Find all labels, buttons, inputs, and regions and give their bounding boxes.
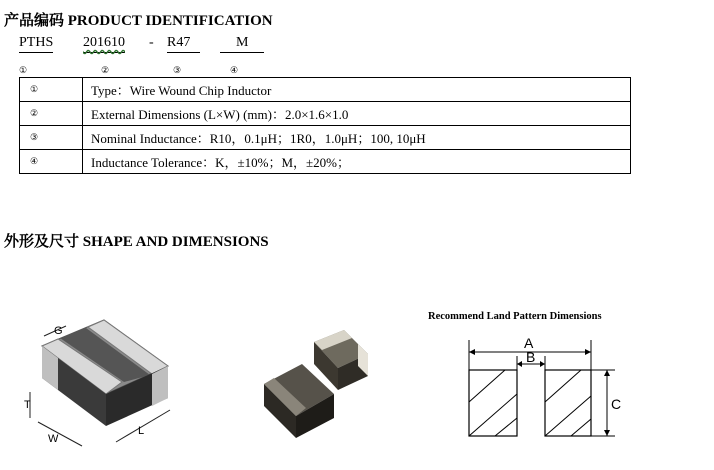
marker-3: ③ <box>173 65 182 75</box>
label-a: A <box>524 335 534 351</box>
row-text: External Dimensions (L×W) (mm)：2.0×1.6×1.0 <box>83 102 631 126</box>
marker-4: ④ <box>230 65 239 75</box>
table-row <box>20 150 631 174</box>
row-text: Nominal Inductance：R10，0.1μH；1R0，1.0μH；100, 10μH <box>83 126 631 150</box>
row-number: ② <box>20 102 83 126</box>
code-tolerance: M <box>220 35 264 53</box>
marker-1: ① <box>19 65 28 75</box>
code-markers <box>0 65 714 77</box>
land-pattern-title: Recommend Land Pattern Dimensions <box>428 311 602 322</box>
label-t: T <box>24 399 31 411</box>
part-number-code <box>0 35 714 53</box>
label-b: B <box>526 349 536 365</box>
label-w: W <box>48 433 59 445</box>
label-l: L <box>138 425 145 437</box>
row-number: ③ <box>20 126 83 150</box>
identification-table <box>19 77 631 174</box>
section-title-shape-dimensions: 外形及尺寸 SHAPE AND DIMENSIONS <box>4 234 269 250</box>
table-row <box>20 102 631 126</box>
row-text: Inductance Tolerance：K，±10%；M，±20%； <box>83 150 631 174</box>
row-text: Type：Wire Wound Chip Inductor <box>83 78 631 102</box>
code-inductance: R47 <box>167 35 200 53</box>
label-c: C <box>611 396 622 412</box>
section-title-product-identification: 产品编码 PRODUCT IDENTIFICATION <box>4 13 273 29</box>
row-number: ① <box>20 78 83 102</box>
code-size: 201610 <box>83 35 125 53</box>
table-row <box>20 126 631 150</box>
table-row <box>20 78 631 102</box>
chip-shape-drawing <box>20 318 180 448</box>
chip-photo <box>258 328 378 438</box>
marker-2: ② <box>101 65 110 75</box>
land-pattern-diagram <box>455 330 635 445</box>
row-number: ④ <box>20 150 83 174</box>
label-g: G <box>54 325 63 337</box>
code-dash: - <box>149 35 154 50</box>
code-series: PTHS <box>19 35 53 53</box>
